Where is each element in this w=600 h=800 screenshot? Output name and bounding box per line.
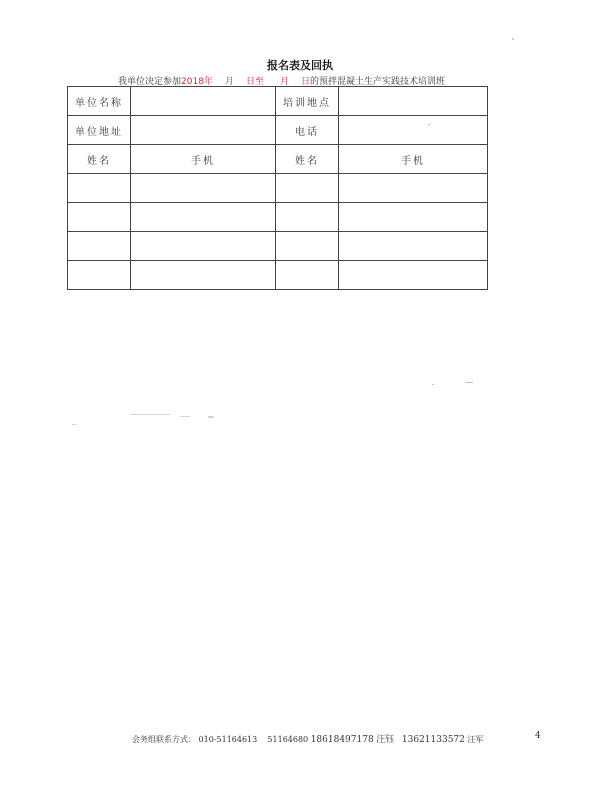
mobile-cell[interactable] [131,261,276,290]
intro-year: 2018年 [181,77,213,87]
intro-month-end: 月 [279,77,289,87]
page-number: 4 [535,731,541,741]
table-row [68,116,488,145]
table-row [68,261,488,290]
table-row [68,232,488,261]
mobile-cell[interactable] [131,232,276,261]
registration-table [67,86,488,290]
table-header-row [68,145,488,174]
name-cell[interactable] [276,232,339,261]
table-row [68,203,488,232]
name-cell[interactable] [276,174,339,203]
name-cell[interactable] [68,203,131,232]
scan-speck [428,124,430,125]
intro-prefix: 我单位决定参加 [118,77,182,87]
contact-footer [132,732,483,745]
name-cell[interactable] [276,203,339,232]
office-phone-2: 51164680 [267,735,309,744]
office-phone: 010-51164613 [198,735,258,744]
contact-person-1: 汪钰 [376,735,395,745]
phone-field[interactable] [339,116,488,145]
intro-suffix: 的预拌混凝土生产实践技术培训班 [309,77,445,87]
scan-speck [180,416,190,417]
phone-label: 电话 [276,116,339,145]
name-header: 姓名 [68,145,131,174]
unit-address-field[interactable] [131,116,276,145]
name-cell[interactable] [276,261,339,290]
training-location-label: 培训地点 [276,87,339,116]
mobile-cell[interactable] [131,203,276,232]
unit-name-label: 单位名称 [68,87,131,116]
name-cell[interactable] [68,261,131,290]
unit-address-label: 单位地址 [68,116,131,145]
intro-month-start: 月 [224,77,234,87]
mobile-phone-1: 18618497178 [310,735,374,745]
table-row [68,174,488,203]
scan-speck [72,424,77,425]
mobile-cell[interactable] [339,174,488,203]
scan-speck [512,38,514,40]
contact-person-2: 汪军 [467,735,484,744]
mobile-phone-2: 13621133572 [401,735,465,745]
mobile-header: 手机 [131,145,276,174]
scan-speck [432,384,434,385]
scan-speck [208,416,214,418]
intro-day-end: 日 [300,77,310,87]
name-cell[interactable] [68,174,131,203]
mobile-cell[interactable] [339,232,488,261]
scan-speck [465,382,473,383]
intro-day-start: 日至 [245,77,264,87]
name-header: 姓名 [276,145,339,174]
training-location-field[interactable] [339,87,488,116]
mobile-cell[interactable] [339,261,488,290]
table-row [68,87,488,116]
unit-name-field[interactable] [131,87,276,116]
mobile-header: 手机 [339,145,488,174]
name-cell[interactable] [68,232,131,261]
scan-speck [130,414,170,415]
page-title: 报名表及回执 [267,59,333,72]
mobile-cell[interactable] [339,203,488,232]
contact-label: 会务组联系方式： [132,735,196,744]
mobile-cell[interactable] [131,174,276,203]
